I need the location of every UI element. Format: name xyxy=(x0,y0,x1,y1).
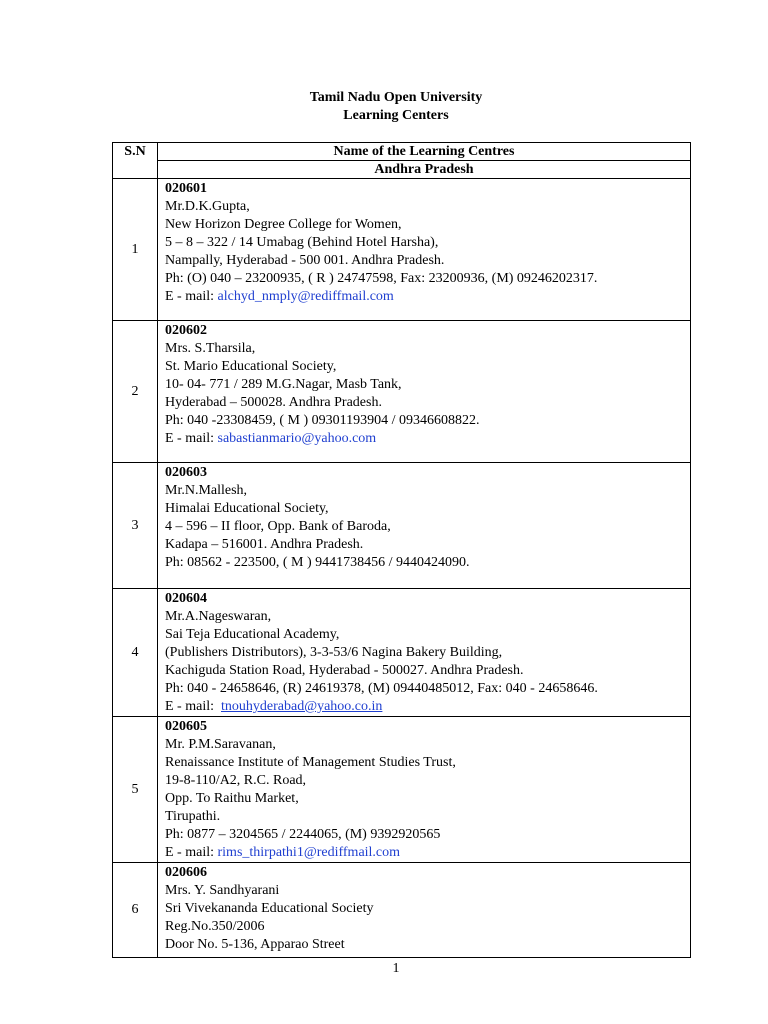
email-line xyxy=(165,844,690,862)
address-line: 19-8-110/A2, R.C. Road, xyxy=(165,773,307,788)
centre-details xyxy=(158,463,691,589)
address-line: Ph: (O) 040 – 23200935, ( R ) 24747598, Fax: 23200936, (M) 09246202317. xyxy=(165,271,598,286)
centre-details xyxy=(158,589,691,717)
address-line: Mrs. Y. Sandhyarani xyxy=(165,883,280,898)
centre-details xyxy=(158,321,691,463)
address-line: Ph: 08562 - 223500, ( M ) 9441738456 / 9440424090. xyxy=(165,555,470,570)
address-line: Mr. P.M.Saravanan, xyxy=(165,737,276,752)
address-line: Nampally, Hyderabad - 500 001. Andhra Pradesh. xyxy=(165,253,445,268)
address-line: (Publishers Distributors), 3-3-53/6 Nagina Bakery Building, xyxy=(165,645,503,660)
serial-number: 3 xyxy=(113,463,158,589)
address-line: St. Mario Educational Society, xyxy=(165,359,337,374)
address-line: Door No. 5-136, Apparao Street xyxy=(165,937,345,952)
serial-number: 6 xyxy=(113,863,158,958)
address-line: Tirupathi. xyxy=(165,809,221,824)
sn-column-header: S.N xyxy=(113,143,158,179)
centre-code: 020602 xyxy=(165,323,207,338)
state-row xyxy=(113,161,691,179)
address-line: Ph: 0877 – 3204565 / 2244065, (M) 9392920565 xyxy=(165,827,441,842)
centre-code: 020604 xyxy=(165,591,207,606)
address-line: New Horizon Degree College for Women, xyxy=(165,217,402,232)
address-line: Hyderabad – 500028. Andhra Pradesh. xyxy=(165,395,382,410)
header-row xyxy=(113,143,691,161)
table-row xyxy=(113,589,691,717)
address-line: Ph: 040 -23308459, ( M ) 09301193904 / 09346608822. xyxy=(165,413,480,428)
email-link[interactable]: tnouhyderabad@yahoo.co.in xyxy=(221,699,383,714)
serial-number: 5 xyxy=(113,717,158,863)
table-row xyxy=(113,321,691,463)
address-line: Mr.D.K.Gupta, xyxy=(165,199,250,214)
address-line: Renaissance Institute of Management Studies Trust, xyxy=(165,755,456,770)
address-line: Reg.No.350/2006 xyxy=(165,919,265,934)
centre-details xyxy=(158,179,691,321)
name-column-header: Name of the Learning Centres xyxy=(158,143,691,161)
document-subtitle: Learning Centers xyxy=(343,108,449,123)
centre-code: 020603 xyxy=(165,465,207,480)
table-row xyxy=(113,179,691,321)
email-label: E - mail: xyxy=(165,699,221,714)
address-line: Kadapa – 516001. Andhra Pradesh. xyxy=(165,537,364,552)
email-line xyxy=(165,288,690,306)
address-line: 5 – 8 – 322 / 14 Umabag (Behind Hotel Harsha), xyxy=(165,235,439,250)
serial-number: 2 xyxy=(113,321,158,463)
centre-details xyxy=(158,863,691,958)
email-label: E - mail: xyxy=(165,289,218,304)
centre-code: 020601 xyxy=(165,181,207,196)
address-line: Ph: 040 - 24658646, (R) 24619378, (M) 09440485012, Fax: 040 - 24658646. xyxy=(165,681,598,696)
address-line: Mr.N.Mallesh, xyxy=(165,483,248,498)
email-label: E - mail: xyxy=(165,845,218,860)
address-line: Sri Vivekananda Educational Society xyxy=(165,901,374,916)
address-line: 10- 04- 771 / 289 M.G.Nagar, Masb Tank, xyxy=(165,377,402,392)
email-link[interactable]: alchyd_nmply@rediffmail.com xyxy=(217,289,394,304)
document-title: Tamil Nadu Open University xyxy=(309,90,483,105)
address-line: Opp. To Raithu Market, xyxy=(165,791,299,806)
email-label: E - mail: xyxy=(165,431,218,446)
serial-number: 1 xyxy=(113,179,158,321)
table-row xyxy=(113,863,691,958)
email-link[interactable]: rims_thirpathi1@rediffmail.com xyxy=(217,845,401,860)
address-line: Himalai Educational Society, xyxy=(165,501,329,516)
email-line xyxy=(165,430,690,448)
table-row xyxy=(113,463,691,589)
table-row xyxy=(113,717,691,863)
centre-details xyxy=(158,717,691,863)
page-number: 1 xyxy=(392,961,400,976)
email-line xyxy=(165,698,690,716)
state-heading: Andhra Pradesh xyxy=(158,161,691,179)
email-link[interactable]: sabastianmario@yahoo.com xyxy=(217,431,377,446)
address-line: Kachiguda Station Road, Hyderabad - 500027. Andhra Pradesh. xyxy=(165,663,524,678)
address-line: Mr.A.Nageswaran, xyxy=(165,609,272,624)
address-line: Sai Teja Educational Academy, xyxy=(165,627,340,642)
centre-code: 020605 xyxy=(165,719,207,734)
serial-number: 4 xyxy=(113,589,158,717)
learning-centres-table xyxy=(112,142,691,958)
address-line: 4 – 596 – II floor, Opp. Bank of Baroda, xyxy=(165,519,391,534)
address-line: Mrs. S.Tharsila, xyxy=(165,341,256,356)
centre-code: 020606 xyxy=(165,865,207,880)
